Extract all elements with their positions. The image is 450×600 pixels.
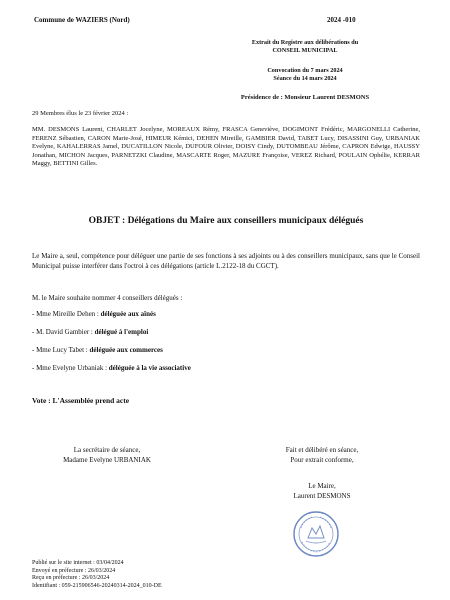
delegation-role: déléguée aux aînés <box>100 310 156 318</box>
delegate-name: - M. David Gambier : <box>32 328 95 336</box>
convocation-date: Convocation du 7 mars 2024 <box>267 67 343 74</box>
members-list: MM. DESMONS Laurent, CHARLET Jocelyne, MOREAUX Rémy, FRASCA Geneviève, DOGIMONT Frédéric, MARGONELLI Catherine, FERENZ Sébastien, CARON Marie-José, HIMEUR Kémici, DEHEN Mireille, GAMBIER David, TABET Lucy, DISASSINI Guy, URBANIAK Evelyne, KAHALERRAS Jamel, DUCATILLON Nicole, DUFOUR Olivier, DOISY Cindy, DUTOMBEAU Jérôme, CAPRON Edwige, HAUSSY Jonathan, MICHON Jacques, PARNETZKI Claudine, MASCARTE Roger, MAZURE Françoise, VEREZ Richard, POULAIN Ophélie, KERRAR Maggy, BETTINI Gilles. <box>32 126 420 168</box>
session-date: Séance du 14 mars 2024 <box>273 75 337 82</box>
certification-line: Fait et délibéré en séance, <box>285 446 359 454</box>
delegate-name: - Mme Lucy Tabet : <box>32 346 90 354</box>
deliberation-number: 2024 -010 <box>327 16 356 24</box>
received-date: Reçu en préfecture : 26/03/2024 <box>32 575 110 582</box>
members-count: 29 Membres élus le 23 février 2024 : <box>32 110 129 117</box>
secretary-signature-block <box>32 445 182 465</box>
mayor-title: Le Maire, <box>308 482 336 490</box>
sent-date: Envoyé en préfecture : 26/03/2024 <box>32 567 116 574</box>
delegation-role: délégué à l'emploi <box>94 328 149 336</box>
certification-line: Pour extrait conforme, <box>290 456 354 464</box>
transmission-info <box>32 560 162 590</box>
mayor-name: Laurent DESMONS <box>293 492 351 500</box>
delegate-name: - Mme Mireille Dehen : <box>32 310 101 318</box>
body-paragraph: Le Maire a, seul, compétence pour déléguer une partie de ses fonctions à ses adjoints ou à des conseillers municipaux, sans que le Conseil Municipal puisse interférer dans l'octroi à ces délégations (article L.2122-18 du CGCT). <box>32 252 420 270</box>
delegation-role: déléguée à la vie associative <box>108 364 191 372</box>
council-title: CONSEIL MUNICIPAL <box>272 47 338 54</box>
official-seal-icon <box>292 510 340 558</box>
delegate-name: - Mme Evelyne Urbaniak : <box>32 364 109 372</box>
delegation-item <box>32 328 148 336</box>
secretary-title: La secrétaire de séance, <box>73 446 141 454</box>
vote-result: Vote : L'Assemblée prend acte <box>32 396 130 405</box>
commune-header: Commune de WAZIERS (Nord) <box>34 16 130 24</box>
delegation-item <box>32 310 156 318</box>
convocation-block <box>200 67 410 83</box>
extract-line: Extrait du Registre aux délibérations du <box>251 39 359 46</box>
delegation-item <box>32 364 191 372</box>
mayor-signature-block <box>262 481 382 501</box>
identifier: Identifiant : 059-215906546-20240314-2024_010-DE <box>32 582 162 589</box>
secretary-name: Madame Evelyne URBANIAK <box>63 456 151 464</box>
objet-title: OBJET : Délégations du Maire aux conseillers municipaux délégués <box>88 216 364 226</box>
delegation-item <box>32 346 163 354</box>
presidence: Présidence de : Monsieur Laurent DESMONS <box>240 94 370 101</box>
extract-block <box>200 39 410 55</box>
intro-line: M. le Maire souhaite nommer 4 conseillers délégués : <box>32 294 183 302</box>
certification-block <box>262 445 382 465</box>
delegation-role: déléguée aux commerces <box>89 346 163 354</box>
publication-date: Publié sur le site internet : 03/04/2024 <box>32 560 124 566</box>
